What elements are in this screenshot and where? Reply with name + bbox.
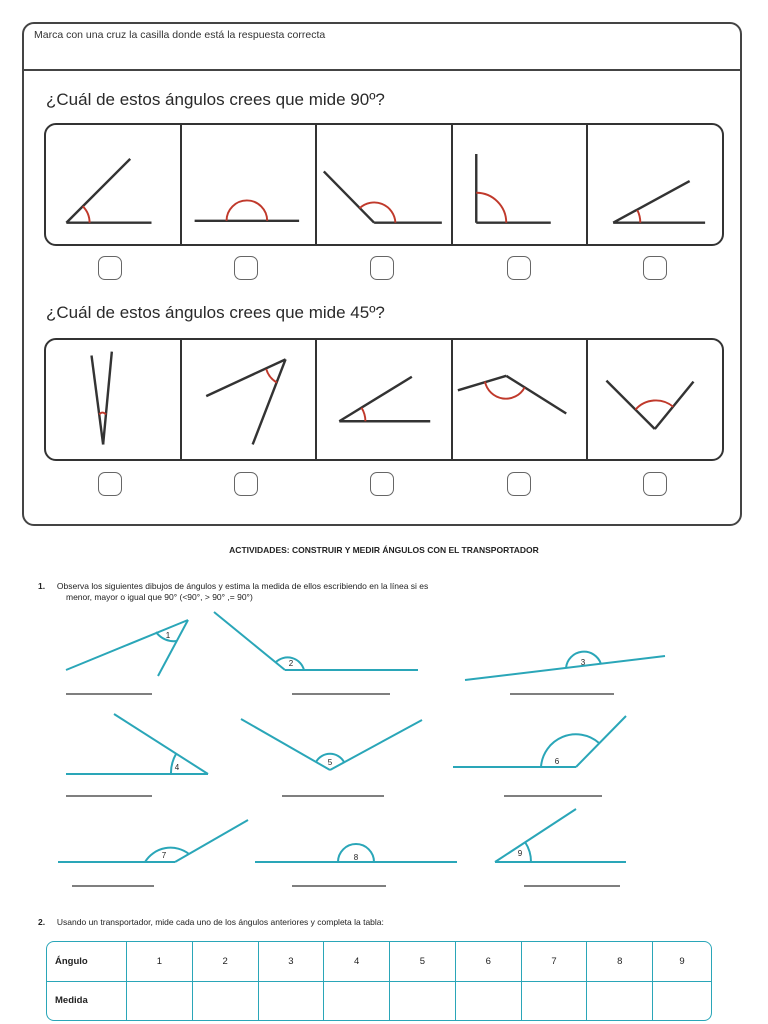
question-2-options (44, 338, 724, 461)
question-1-title: ¿Cuál de estos ángulos crees que mide 90º? (46, 90, 385, 109)
angle-figure (453, 340, 587, 459)
measure-cell[interactable] (259, 982, 325, 1020)
angle-figure (317, 340, 451, 459)
q1-option-b (182, 125, 318, 244)
q2-checkbox-a[interactable] (98, 472, 122, 496)
column-header: 2 (193, 942, 259, 982)
angle-label-8: 8 (353, 853, 359, 862)
column-header: 4 (324, 942, 390, 982)
measure-cell[interactable] (456, 982, 522, 1020)
q1-checkbox-d[interactable] (507, 256, 531, 280)
measure-cell[interactable] (324, 982, 390, 1020)
quiz-instruction: Marca con una cruz la casilla donde está la respuesta correcta (34, 29, 326, 41)
angle-label-2: 2 (288, 659, 294, 668)
column-header: 5 (390, 942, 456, 982)
angle-label-4: 4 (174, 763, 180, 772)
column-header: 1 (127, 942, 193, 982)
question-2-title: ¿Cuál de estos ángulos crees que mide 45º? (46, 303, 385, 322)
angle-figure (182, 340, 316, 459)
angle-figure (453, 125, 587, 244)
angle-label-5: 5 (327, 758, 333, 767)
measure-cell[interactable] (653, 982, 711, 1020)
angle-label-9: 9 (517, 849, 523, 858)
column-header: 7 (522, 942, 588, 982)
table-row (47, 942, 711, 982)
row-header-angle: Ángulo (47, 942, 127, 982)
activity-1-text-line2: menor, mayor o igual que 90° (<90°, > 90° ,= 90°) (66, 592, 253, 602)
question-1-options (44, 123, 724, 246)
q2-option-e (588, 340, 722, 459)
q1-option-c (317, 125, 453, 244)
angle-figure (182, 125, 316, 244)
angle-label-3: 3 (580, 658, 586, 667)
activity-2-text: Usando un transportador, mide cada uno de los ángulos anteriores y completa la tabla: (56, 917, 384, 927)
column-header: 8 (587, 942, 653, 982)
q1-checkbox-a[interactable] (98, 256, 122, 280)
column-header: 9 (653, 942, 711, 982)
q2-option-a (46, 340, 182, 459)
activities-title: ACTIVIDADES: CONSTRUIR Y MEDIR ÁNGULOS CON EL TRANSPORTADOR (229, 545, 539, 555)
q1-checkbox-b[interactable] (234, 256, 258, 280)
table-row (47, 982, 711, 1020)
angle-figure (588, 340, 722, 459)
q2-checkbox-d[interactable] (507, 472, 531, 496)
angle-figure (588, 125, 722, 244)
q2-checkbox-b[interactable] (234, 472, 258, 496)
activity-1-number: 1. (38, 581, 46, 591)
angle-figure (317, 125, 451, 244)
q2-checkbox-c[interactable] (370, 472, 394, 496)
q1-option-a (46, 125, 182, 244)
measure-cell[interactable] (587, 982, 653, 1020)
q2-option-c (317, 340, 453, 459)
activity-2-number: 2. (38, 917, 46, 927)
q1-checkbox-c[interactable] (370, 256, 394, 280)
q2-checkbox-e[interactable] (643, 472, 667, 496)
activity-1-text-line1: Observa los siguientes dibujos de ángulos y estima la medida de ellos escribiendo en la línea si es (56, 581, 429, 591)
quiz-divider (22, 69, 742, 71)
q2-option-b (182, 340, 318, 459)
q1-option-e (588, 125, 722, 244)
column-header: 3 (259, 942, 325, 982)
angle-exercises (0, 600, 768, 900)
column-header: 6 (456, 942, 522, 982)
angle-figure (46, 340, 180, 459)
row-header-measure: Medida (47, 982, 127, 1020)
q1-option-d (453, 125, 589, 244)
q2-option-d (453, 340, 589, 459)
measure-cell[interactable] (193, 982, 259, 1020)
measurement-table (46, 941, 712, 1021)
q1-checkbox-e[interactable] (643, 256, 667, 280)
angle-label-7: 7 (161, 851, 167, 860)
measure-cell[interactable] (127, 982, 193, 1020)
angle-label-1: 1 (165, 631, 171, 640)
measure-cell[interactable] (390, 982, 456, 1020)
activity-2-instruction (38, 917, 718, 928)
angle-label-6: 6 (554, 757, 560, 766)
angle-figure (46, 125, 180, 244)
measure-cell[interactable] (522, 982, 588, 1020)
